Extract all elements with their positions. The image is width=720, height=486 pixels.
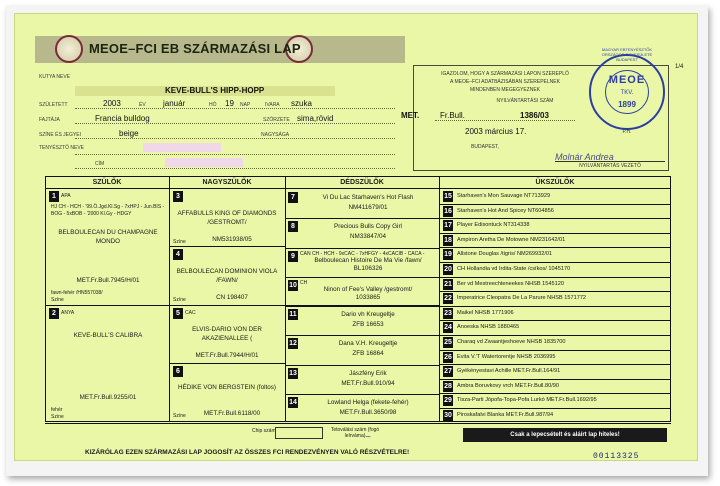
gg-grandparent-entry: Ambra Boruvkovy vrch MET.Fr.Bull.80/90 xyxy=(457,382,559,389)
gg-grandparent-entry: Tisza-Parti Jópofa-Topa-Pofa Lurkó MET.Fr.Bull.1692/95 xyxy=(457,397,597,404)
greatgrandparent-reg: 1033865 xyxy=(355,293,381,301)
pedigree-number: 9 xyxy=(288,251,298,262)
greatgrandparent-name: Lowland Helga (fekete-fehér) xyxy=(327,398,409,406)
row-line xyxy=(75,154,395,155)
grid-hsep xyxy=(439,233,671,234)
serial-number: 00113325 xyxy=(593,452,640,461)
pedigree-number: 8 xyxy=(288,221,298,232)
grid-hsep xyxy=(285,306,439,307)
grid-hsep xyxy=(439,335,671,336)
gg-grandparent-entry: Maikel NHSB 1771906 xyxy=(457,309,514,316)
pedigree-number: 5 xyxy=(173,308,183,319)
greatgrandparent-reg: ZFB 16653 xyxy=(352,321,384,328)
pedigree-number: 7 xyxy=(288,192,298,203)
grid-hsep xyxy=(285,335,439,336)
chip-label: Chip szám xyxy=(252,428,276,434)
grid-hsep xyxy=(439,247,671,248)
sire-name: BELBOULECAN DU CHAMPAGNE MONDO xyxy=(58,229,158,245)
cert-text-3: MINDENBEN MEGEGYEZNEK xyxy=(469,87,540,93)
pedigree-number: 16 xyxy=(444,207,452,215)
reg-city: BUDAPEST, xyxy=(471,144,499,150)
col-header-gg-grandparents: ÜKSZÜLŐK xyxy=(535,179,575,186)
greatgrandparent-name: Dario vh Kreugeltje xyxy=(341,311,395,318)
born-day: 19 xyxy=(225,99,234,108)
month-unit: HÓ xyxy=(209,102,217,108)
stamp-sub: TKV. xyxy=(620,90,634,96)
greatgrandparent-name: Vi Du Lac Starhaven's Hot Flash xyxy=(322,194,414,201)
greatgrandparent-title: CAN CH - HCH - 9xCAC - 7xHFGY - 4xCACIB - CACA - xyxy=(300,250,425,257)
dam-extra: fehér xyxy=(51,407,63,413)
gg-grandparent-entry: Allstone Douglas /tigris/ NM269932/01 xyxy=(457,251,553,258)
row-line xyxy=(75,123,395,124)
greatgrandparent-name: Ninon of Fee's Valley /gestromt/ xyxy=(323,285,413,293)
pedigree-number: 15 xyxy=(444,193,452,200)
greatgrandparent-name: Jászfény Erik xyxy=(349,369,387,377)
grid-vline xyxy=(285,176,286,422)
grid-hsep xyxy=(169,363,285,364)
grid-hsep xyxy=(439,306,671,307)
gg-grandparent-entry: CH Hollandia vd Irdita-State /csíkos/ 1045170 xyxy=(457,266,571,272)
breeder-label: TENYÉSZTŐ NEVE xyxy=(39,145,85,151)
stamp-year: 1899 xyxy=(618,100,636,109)
grid-hsep xyxy=(439,320,671,321)
pedigree-number: 27 xyxy=(444,368,452,376)
grid-hsep xyxy=(439,379,671,380)
greatgrandparent-title: CH xyxy=(300,279,308,286)
reg-number-label: NYILVÁNTARTÁSI SZÁM xyxy=(496,98,554,104)
page-number: 1/4 xyxy=(675,64,684,70)
dog-name: KEVE-BULL'S HIPP-HOPP xyxy=(165,86,265,95)
dog-breed: Francia bulldog xyxy=(95,114,150,123)
header-separator xyxy=(45,188,671,189)
pedigree-number: 24 xyxy=(444,324,452,332)
grandparent-reg: CN 198407 xyxy=(216,294,248,301)
official-stamp xyxy=(589,47,665,130)
pedigree-number: 22 xyxy=(444,295,452,303)
born-year: 2003 xyxy=(103,99,121,108)
chip-field xyxy=(275,427,323,439)
pedigree-number: 18 xyxy=(444,236,452,244)
sire-reg: MET.Fr.Bull.7945/H/01 xyxy=(76,277,140,284)
greatgrandparent-reg: ZFB 16864 xyxy=(352,350,384,358)
grid-hsep xyxy=(285,394,439,395)
grid-vline xyxy=(169,176,170,422)
row-line xyxy=(75,138,395,139)
grid-hsep xyxy=(439,393,671,394)
pedigree-number: 11 xyxy=(289,311,297,318)
signatory-role: NYILVÁNTARTÁS VEZETŐ xyxy=(579,163,641,169)
cert-text-2: A MEOE–FCI ADATBÁZISÁBAN SZEREPELNEK xyxy=(450,79,560,85)
pedigree-number: 14 xyxy=(289,398,297,406)
pedigree-certificate xyxy=(14,13,698,461)
gg-grandparent-entry: Ampiron Aretha De Motowne NM231642/01 xyxy=(457,236,566,243)
greatgrandparent-reg: NM411679/01 xyxy=(348,204,388,211)
sire-extra: fawn-fehér /HN557038/ xyxy=(51,290,103,296)
pedigree-number: 21 xyxy=(444,280,452,288)
year-unit: ÉV xyxy=(139,102,146,108)
reg-date: 2003 március 17. xyxy=(465,127,527,136)
greatgrandparent-name: Precious Bulls Copy Girl xyxy=(334,223,402,231)
pedigree-number: 12 xyxy=(289,340,297,348)
col-header-grandparents: NAGYSZÜLŐK xyxy=(202,179,252,186)
greatgrandparent-reg: BL106326 xyxy=(353,264,383,272)
sex-label: IVARA xyxy=(265,102,280,108)
reg-prefix: MET. xyxy=(401,111,420,120)
name-label: KUTYA NEVE xyxy=(39,74,71,80)
greatgrandparent-name: Belboulecan Histoire De Ma Vie /fawn/ xyxy=(314,256,422,264)
grid-hsep xyxy=(439,350,671,351)
grandparent-name: BELBOULECAN DOMINION VIOLA /FAWN/ xyxy=(176,268,278,284)
dam-color-label: Színe xyxy=(51,414,64,420)
greatgrandparent-reg: MET.Fr.Bull.3650/98 xyxy=(339,408,397,416)
breeder-redacted xyxy=(143,143,221,152)
address-label: CÍM xyxy=(95,161,105,167)
greatgrandparent-reg: NM33847/04 xyxy=(349,233,387,241)
tattoo-label: Tetoválási szám (fogó leírváma) xyxy=(330,427,380,439)
pedigree-number: 20 xyxy=(444,266,452,273)
grid-hsep xyxy=(169,246,285,247)
pedigree-number: 26 xyxy=(444,353,452,361)
validity-notice: Csak a lepecsételt és aláírt lap hiteles! xyxy=(463,428,667,442)
dog-color: beige xyxy=(119,129,139,138)
coat-label: SZŐRZETE xyxy=(263,117,290,123)
gg-grandparent-entry: Piroskafalvi Blanka MET.Fr.Bull.987/94 xyxy=(457,412,554,418)
born-label: SZÜLETETT xyxy=(39,102,68,108)
grid-hsep xyxy=(285,248,439,249)
gg-grandparent-entry: Evita V.'T Watertorentje NHSB 2036995 xyxy=(457,353,556,360)
pedigree-number: 17 xyxy=(444,222,452,230)
gg-grandparent-entry: Gyékényestavi Achille MET.Fr.Bull.164/91 xyxy=(457,368,561,375)
gg-grandparent-entry: Starhaven's Mon Sauvage NT713929 xyxy=(457,193,551,199)
pedigree-number: 28 xyxy=(444,382,452,390)
gg-grandparent-entry: Charaq vd Zwaantjeshoeve NHSB 1835700 xyxy=(457,339,566,345)
gg-grandparent-entry: Player Edisontuck NT314338 xyxy=(457,222,530,229)
grid-hsep xyxy=(285,277,439,278)
reg-breed-code: Fr.Bull. xyxy=(440,111,465,120)
dog-sex: szuka xyxy=(291,99,312,108)
sire-titles: HJ CH - HCH - '99.Ö.Jgd.Kl.Sg - 7xHPJ - Jun.BIS - BOG - 5xBOB - '2000 Kl.Gy - HDGY xyxy=(51,204,165,217)
size-label: NAGYSÁGA xyxy=(261,132,290,138)
pedigree-number: 1 xyxy=(49,191,59,202)
grid-hsep xyxy=(439,218,671,219)
document-title: MEOE–FCI EB SZÁRMAZÁSI LAP xyxy=(89,41,301,56)
gg-grandparent-entry: Ber vd Mestreechteneekes NHSB 1545120 xyxy=(457,280,564,287)
color-label: SZÍNE ÉS JEGYEI xyxy=(39,132,81,138)
meoe-logo xyxy=(55,35,83,63)
signature-line xyxy=(555,161,665,162)
breed-label: FAJTÁJA xyxy=(39,117,60,123)
dam-reg: MET.Fr.Bull.9255/01 xyxy=(79,394,137,401)
dam-role: ANYA xyxy=(61,310,75,316)
grid-hsep xyxy=(439,262,671,263)
col-header-greatgrandparents: DÉDSZÜLŐK xyxy=(340,179,384,186)
born-month: január xyxy=(163,99,186,108)
gg-grandparent-entry: Anoeska NHSB 1880465 xyxy=(457,324,520,331)
pedigree-number: 19 xyxy=(444,251,452,259)
grandparent-reg: MET.Fr.Bull.6118/00 xyxy=(203,410,261,417)
pedigree-number: 6 xyxy=(173,366,183,377)
grid-hsep xyxy=(285,365,439,366)
gg-grandparent-entry: Starhaven's Hot And Spicey NT604856 xyxy=(457,207,554,214)
grandparent-name: HÉDIKE VON BERGSTEIN (foltos) xyxy=(178,384,276,391)
grandparent-reg: MET.Fr.Bull.7944/H/01 xyxy=(195,352,259,359)
stamp-ring-text: MAGYAR EBTENYÉSZTŐK ORSZÁGOS EGYESÜLETE BUDAPEST xyxy=(601,47,653,62)
handwritten-mark: ~ xyxy=(365,432,371,443)
grandparent-title: CAC xyxy=(185,310,196,316)
pedigree-number: 30 xyxy=(444,412,452,419)
dam-name: KEVE-BULL'S CALIBRA xyxy=(73,332,143,339)
stamp-main: MEOE xyxy=(608,74,646,86)
grid-hsep xyxy=(439,364,671,365)
footer-notice: KIZÁRÓLAG EZEN SZÁRMAZÁSI LAP JOGOSÍT AZ ÖSSZES FCI RENDEZVÉNYEN VALÓ RÉSZVÉTELRE! xyxy=(85,449,410,456)
cert-text-1: IGAZOLOM, HOGY A SZÁRMAZÁSI LAPON SZEREPLŐ xyxy=(441,71,569,77)
reg-number: 1386/03 xyxy=(520,111,549,120)
grandparent-color-label: Színe xyxy=(173,413,186,419)
col-header-parents: SZÜLŐK xyxy=(92,179,122,186)
pedigree-number: 10 xyxy=(289,281,297,289)
row-line xyxy=(75,108,395,109)
ph-label: P.H. xyxy=(622,129,632,135)
grandparent-reg: NM531938/05 xyxy=(212,236,252,243)
address-redacted xyxy=(165,158,243,167)
pedigree-number: 23 xyxy=(444,309,452,317)
grandparent-color-label: Színe xyxy=(173,297,186,303)
grandparent-color-label: Színe xyxy=(173,239,186,245)
signature: Molnár Andrea xyxy=(555,152,614,162)
dog-coat: sima,rövid xyxy=(297,114,334,123)
pedigree-number: 25 xyxy=(444,339,452,346)
sire-role: APA xyxy=(61,193,71,199)
reg-line xyxy=(435,120,575,121)
grid-hsep xyxy=(439,277,671,278)
grid-hsep xyxy=(439,408,671,409)
grid-hsep xyxy=(439,291,671,292)
day-unit: NAP xyxy=(240,102,251,108)
pedigree-number: 2 xyxy=(49,308,59,319)
grid-vline xyxy=(439,176,440,422)
grandparent-name: AFFABULLS KING OF DIAMONDS /GESTROMT/ xyxy=(177,210,277,226)
grandparent-name: ELVIS-DARIO VON DER AKAZIENALLEE ( xyxy=(192,326,262,342)
greatgrandparent-name: Dana V.H. Kreugeltje xyxy=(338,340,398,348)
gg-grandparent-entry: Imperatrice Cleopatra De La Parure NHSB 1571772 xyxy=(457,295,587,302)
pedigree-number: 4 xyxy=(173,249,183,260)
grid-hsep xyxy=(285,218,439,219)
greatgrandparent-reg: MET.Fr.Bull.910/94 xyxy=(341,379,395,387)
grid-hsep xyxy=(439,204,671,205)
pedigree-number: 13 xyxy=(289,369,297,377)
sire-color-label: Színe xyxy=(51,297,64,303)
row-line xyxy=(75,168,395,169)
pedigree-number: 3 xyxy=(173,191,183,202)
pedigree-number: 29 xyxy=(444,397,452,405)
